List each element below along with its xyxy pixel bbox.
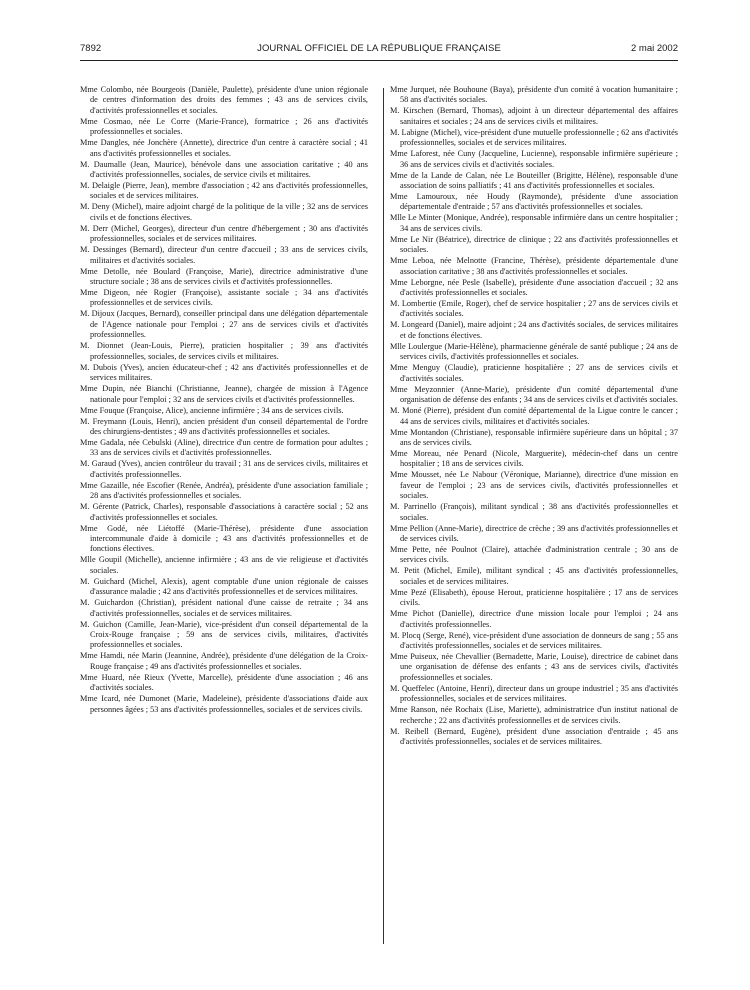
list-item: M. Guichon (Camille, Jean-Marie), vice-président d'un conseil départemental de la Croix-Rouge française ; 59 ans de services civils, militaires, d'activités professionnelles et sociales.: [80, 619, 368, 650]
list-item: M. Delaigle (Pierre, Jean), membre d'association ; 42 ans d'activités professionnelles, sociales et de services militaires.: [80, 181, 368, 201]
list-item: M. Longeard (Daniel), maire adjoint ; 24 ans d'activités sociales, de services militaires et de fonctions électives.: [390, 320, 678, 340]
list-item: M. Garaud (Yves), ancien contrôleur du travail ; 31 ans de services civils, militaires et d'activités professionnelles.: [80, 459, 368, 479]
journal-title: JOURNAL OFFICIEL DE LA RÉPUBLIQUE FRANÇAISE: [257, 43, 501, 54]
list-item: Mme Ranson, née Rochaix (Lise, Mariette), administratrice d'un institut national de recherche ; 22 ans d'activités professionnelles et de services civils.: [390, 705, 678, 725]
list-item: Mme de la Lande de Calan, née Le Bouteiller (Brigitte, Hélène), responsable d'une association de soins palliatifs ; 41 ans d'activités professionnelles et sociales.: [390, 170, 678, 191]
list-item: M. Dijoux (Jacques, Bernard), conseiller principal dans une délégation départementale de l'Agence nationale pour l'emploi ; 27 ans de services civils et d'activités professionnelles.: [80, 309, 368, 340]
list-item: Mme Moreau, née Penard (Nicole, Marguerite), médecin-chef dans un centre hospitalier ; 18 ans de services civils.: [390, 448, 678, 469]
list-item: M. Kirschen (Bernard, Thomas), adjoint à un directeur départemental des affaires sanitaires et sociales ; 24 ans de services civils et militaires.: [390, 106, 678, 126]
list-item: M. Plocq (Serge, René), vice-président d'une association de donneurs de sang ; 55 ans d'activités professionnelles, sociales et de services militaires.: [390, 630, 678, 650]
right-column: [390, 85, 678, 748]
list-item: Mme Hamdi, née Marin (Jeannine, Andrée), présidente d'une délégation de la Croix-Rouge française ; 49 ans d'activités professionnelles et sociales.: [80, 651, 368, 671]
running-header: [80, 43, 678, 57]
list-item: M. Guichard (Michel, Alexis), agent comptable d'une union régionale de caisses d'assurance maladie ; 42 ans d'activités professionnelles et de services militaires.: [80, 576, 368, 597]
list-item: Mme Dupin, née Bianchi (Christianne, Jeanne), chargée de mission à l'Agence nationale pour l'emploi ; 32 ans de services civils et d'activités professionnelles.: [80, 384, 368, 404]
list-item: Mme Le Nir (Béatrice), directrice de clinique ; 22 ans d'activités professionnelles et sociales.: [390, 234, 678, 255]
list-item: M. Freymann (Louis, Henri), ancien président d'un conseil départemental de l'ordre des chirurgiens-dentistes ; 49 ans d'activités professionnelles et sociales.: [80, 416, 368, 436]
list-item: Mme Montandon (Christiane), responsable infirmière supérieure dans un hôpital ; 37 ans de services civils.: [390, 427, 678, 447]
list-item: Mme Godé, née Liétoffé (Marie-Thérèse), présidente d'une association intercommunale d'aide à domicile ; 43 ans d'activités professionnelles et de fonctions électives.: [80, 523, 368, 554]
list-item: Mme Huard, née Rieux (Yvette, Marcelle), présidente d'une association ; 46 ans d'activités sociales.: [80, 672, 368, 693]
list-item: M. Gérente (Patrick, Charles), responsable d'associations à caractère social ; 52 ans d'activités professionnelles et sociales.: [80, 502, 368, 522]
list-item: Mme Icard, née Dumonet (Marie, Madeleine), présidente d'associations d'aide aux personnes âgées ; 53 ans d'activités professionnelles, sociales et de services civils.: [80, 694, 368, 714]
list-item: M. Dionnet (Jean-Louis, Pierre), praticien hospitalier ; 39 ans d'activités professionnelles, sociales, de services civils et militaires.: [80, 341, 368, 361]
list-item: M. Dubois (Yves), ancien éducateur-chef ; 42 ans d'activités professionnelles et de services militaires.: [80, 362, 368, 383]
list-item: Mme Digeon, née Rogier (Françoise), assistante sociale ; 34 ans d'activités professionnelles et de services civils.: [80, 288, 368, 308]
list-item: Mme Cosmao, née Le Corre (Marie-France), formatrice ; 26 ans d'activités professionnelles et sociales.: [80, 116, 368, 137]
list-item: Mme Colombo, née Bourgeois (Danièle, Paulette), présidente d'une union régionale de centres d'information des droits des femmes ; 43 ans de services civils, d'activités professionnelles et sociales.: [80, 85, 368, 115]
list-item: Mme Jurquet, née Bouhoune (Baya), présidente d'un comité à vocation humanitaire ; 58 ans d'activités sociales.: [390, 85, 678, 105]
list-item: Mme Pellion (Anne-Marie), directrice de crèche ; 39 ans d'activités professionnelles et de services civils.: [390, 523, 678, 543]
list-item: Mme Gazaille, née Escofier (Renée, Andréa), présidente d'une association familiale ; 28 ans d'activités professionnelles et sociales.: [80, 480, 368, 501]
list-item: Mme Menguy (Claudie), praticienne hospitalière ; 27 ans de services civils et d'activités sociales.: [390, 363, 678, 383]
list-item: Mlle Le Minter (Monique, Andrée), responsable infirmière dans un centre hospitalier ; 34 ans de services civils.: [390, 213, 678, 233]
list-item: M. Dessinges (Bernard), directeur d'un centre d'accueil ; 33 ans de services civils, militaires et d'activités sociales.: [80, 245, 368, 265]
list-item: Mme Lamouroux, née Houdy (Raymonde), présidente d'une association départementale d'entraide ; 57 ans d'activités professionnelles et sociales.: [390, 192, 678, 212]
list-item: Mme Meyzonnier (Anne-Marie), présidente d'un comité départemental d'une organisation de défense des enfants ; 34 ans de services civils et d'activités sociales.: [390, 384, 678, 405]
list-item: M. Labigne (Michel), vice-président d'une mutuelle professionnelle ; 62 ans d'activités professionnelles, sociales et de services militaires.: [390, 127, 678, 148]
list-item: Mlle Loulergue (Marie-Hélène), pharmacienne générale de santé publique ; 24 ans de services civils, d'activités professionnelles et sociales.: [390, 341, 678, 362]
list-item: Mme Fouque (Françoise, Alice), ancienne infirmière ; 34 ans de services civils.: [80, 405, 344, 415]
list-item: Mme Pichot (Danielle), directrice d'une mission locale pour l'emploi ; 24 ans d'activités professionnelles.: [390, 609, 678, 629]
list-item: M. Deny (Michel), maire adjoint chargé de la politique de la ville ; 32 ans de services civils et de fonctions électives.: [80, 202, 368, 222]
list-item: M. Parrinello (François), militant syndical ; 38 ans d'activités professionnelles et sociales.: [390, 502, 678, 522]
left-column: [80, 85, 368, 716]
list-item: Mme Puiseux, née Chevallier (Bernadette, Marie, Louise), directrice de cabinet dans une organisation de défense des enfants ; 43 ans de services civils, d'activités professionnelles et sociales.: [390, 651, 678, 682]
list-item: Mme Pette, née Poulnot (Claire), attachée d'administration centrale ; 30 ans de services civils.: [390, 544, 678, 565]
list-item: M. Petit (Michel, Emile), militant syndical ; 45 ans d'activités professionnelles, sociales et de services militaires.: [390, 566, 678, 586]
list-item: M. Moné (Pierre), président d'un comité départemental de la Ligue contre le cancer ; 44 ans de services civils, militaires et d'activités sociales.: [390, 406, 678, 426]
list-item: M. Daumalle (Jean, Maurice), bénévole dans une association caritative ; 40 ans d'activités professionnelles, sociales, de service civils et militaires.: [80, 159, 368, 180]
column-separator: [383, 88, 384, 944]
page-number: 7892: [80, 43, 102, 54]
list-item: M. Guichardon (Christian), président national d'une caisse de retraite ; 34 ans d'activités professionnelles, sociales et de services militaires.: [80, 598, 368, 618]
list-item: Mme Dangles, née Jonchère (Annette), directrice d'un centre à caractère social ; 41 ans d'activités professionnelles et sociales.: [80, 138, 368, 158]
list-item: Mme Leborgne, née Pesle (Isabelle), présidente d'une association d'accueil ; 32 ans d'activités professionnelles et sociales.: [390, 277, 678, 298]
issue-date: 2 mai 2002: [630, 43, 678, 54]
list-item: Mme Gadala, née Cebulski (Aline), directrice d'un centre de formation pour adultes ; 33 ans de services civils et d'activités professionnelles.: [80, 437, 368, 458]
list-item: Mme Leboa, née Melnotte (Francine, Thérèse), présidente départementale d'une association caritative ; 38 ans d'activités professionnelles et sociales.: [390, 256, 678, 276]
list-item: Mme Detolle, née Boulard (Françoise, Marie), directrice administrative d'une structure sociale ; 38 ans de services civils et d'activités professionnelles.: [80, 266, 368, 287]
list-item: M. Queffelec (Antoine, Henri), directeur dans un groupe industriel ; 35 ans d'activités professionnelles, sociales et de services militaires.: [390, 683, 678, 704]
header-rule: [80, 60, 678, 61]
list-item: Mlle Goupil (Michelle), ancienne infirmière ; 43 ans de vie religieuse et d'activités sociales.: [80, 555, 368, 575]
list-item: M. Lombertie (Emile, Roger), chef de service hospitalier ; 27 ans de services civils et d'activités sociales.: [390, 299, 678, 319]
list-item: Mme Mousset, née Le Nabour (Véronique, Marianne), directrice d'une mission en faveur de l'emploi ; 23 ans de services civils, d'activités professionnelles et sociales.: [390, 470, 678, 501]
list-item: Mme Laforest, née Cuny (Jacqueline, Lucienne), responsable infirmière supérieure ; 36 ans de services civils et d'activités sociales.: [390, 149, 678, 169]
list-item: Mme Pezé (Elisabeth), épouse Herout, praticienne hospitalière ; 17 ans de services civils.: [390, 587, 678, 608]
list-item: M. Reibell (Bernard, Eugène), président d'une association d'entraide ; 45 ans d'activités professionnelles, sociales et de services militaires.: [390, 726, 678, 746]
list-item: M. Derr (Michel, Georges), directeur d'un centre d'hébergement ; 30 ans d'activités professionnelles, sociales et de services militaires.: [80, 223, 368, 244]
